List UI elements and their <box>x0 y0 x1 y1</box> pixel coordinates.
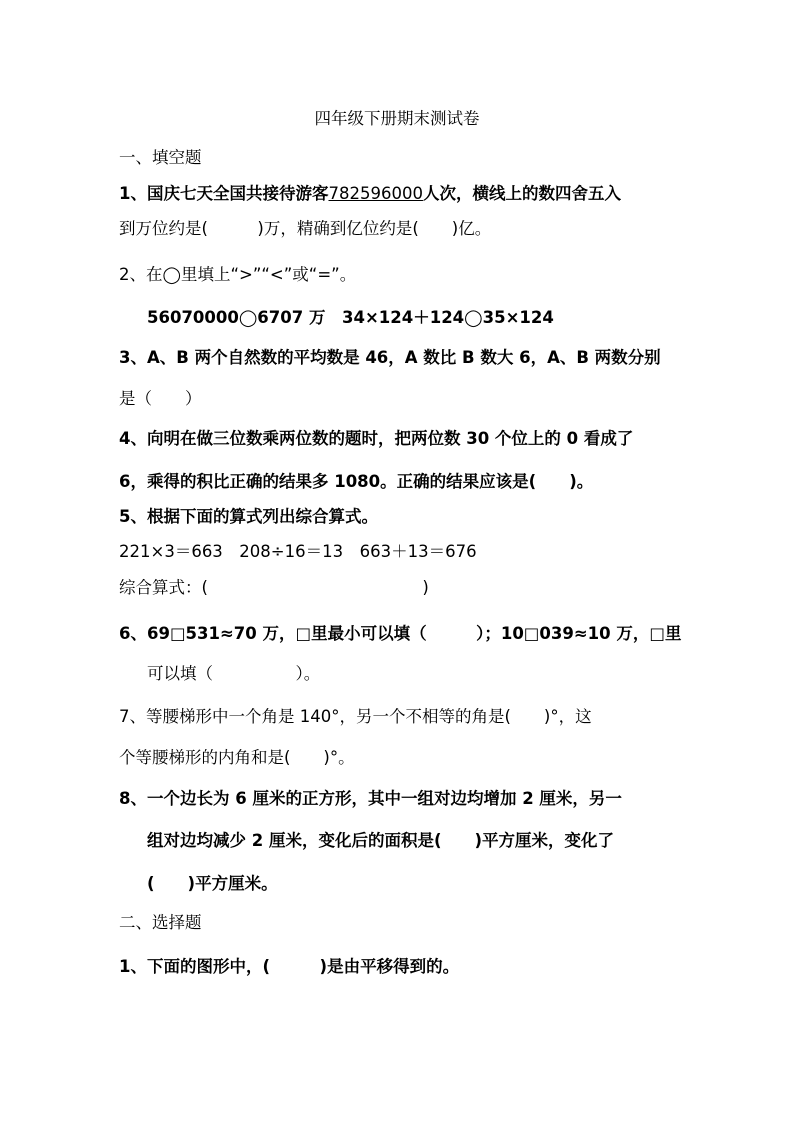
question-4-line-1: 4、向明在做三位数乘两位数的题时，把两位数 30 个位上的 0 看成了 <box>119 429 634 448</box>
question-2-line-1: 2、在◯里填上“>”“<”或“=”。 <box>119 265 357 284</box>
exam-title: 四年级下册期末测试卷 <box>314 109 480 128</box>
question-3-line-1: 3、A、B 两个自然数的平均数是 46，A 数比 B 数大 6，A、B 两数分别 <box>119 348 661 367</box>
question-4-line-2: 6，乘得的积比正确的结果多 1080。正确的结果应该是( )。 <box>119 472 594 491</box>
question-6-line-2: 可以填（ ）。 <box>147 664 321 683</box>
section-choice-heading: 二、选择题 <box>119 913 202 932</box>
question-2-line-2: 56070000◯6707 万 34×124＋124◯35×124 <box>147 308 554 327</box>
question-3-line-2: 是（ ） <box>119 389 202 408</box>
question-1-line-2: 到万位约是( )万，精确到亿位约是( )亿。 <box>119 219 492 238</box>
question-1-line-1 <box>119 182 684 206</box>
question-7-line-2: 个等腰梯形的内角和是( )°。 <box>119 748 355 767</box>
question-8-line-2: 组对边均减少 2 厘米，变化后的面积是( )平方厘米，变化了 <box>147 831 615 850</box>
question-6-line-1: 6、69□531≈70 万，□里最小可以填（ ）；10□039≈10 万，□里 <box>119 624 682 643</box>
question-8-line-1: 8、一个边长为 6 厘米的正方形，其中一组对边均增加 2 厘米，另一 <box>119 789 622 808</box>
question-5-line-1: 5、根据下面的算式列出综合算式。 <box>119 507 378 526</box>
choice-question-1: 1、下面的图形中，( )是由平移得到的。 <box>119 957 460 976</box>
q1-text-b: 人次，横线上的数四舍五入 <box>422 184 621 203</box>
q1-underlined-number: 782596000 <box>328 184 423 203</box>
q1-text-a: 1、国庆七天全国共接待游客 <box>119 184 329 203</box>
question-7-line-1: 7、等腰梯形中一个角是 140°，另一个不相等的角是( )°，这 <box>119 707 592 726</box>
question-5-line-2: 221×3＝663 208÷16＝13 663＋13＝676 <box>119 542 477 561</box>
question-5-line-3: 综合算式：( ) <box>119 578 429 597</box>
section-fill-blank-heading: 一、填空题 <box>119 148 202 167</box>
question-8-line-3: ( )平方厘米。 <box>147 874 278 893</box>
